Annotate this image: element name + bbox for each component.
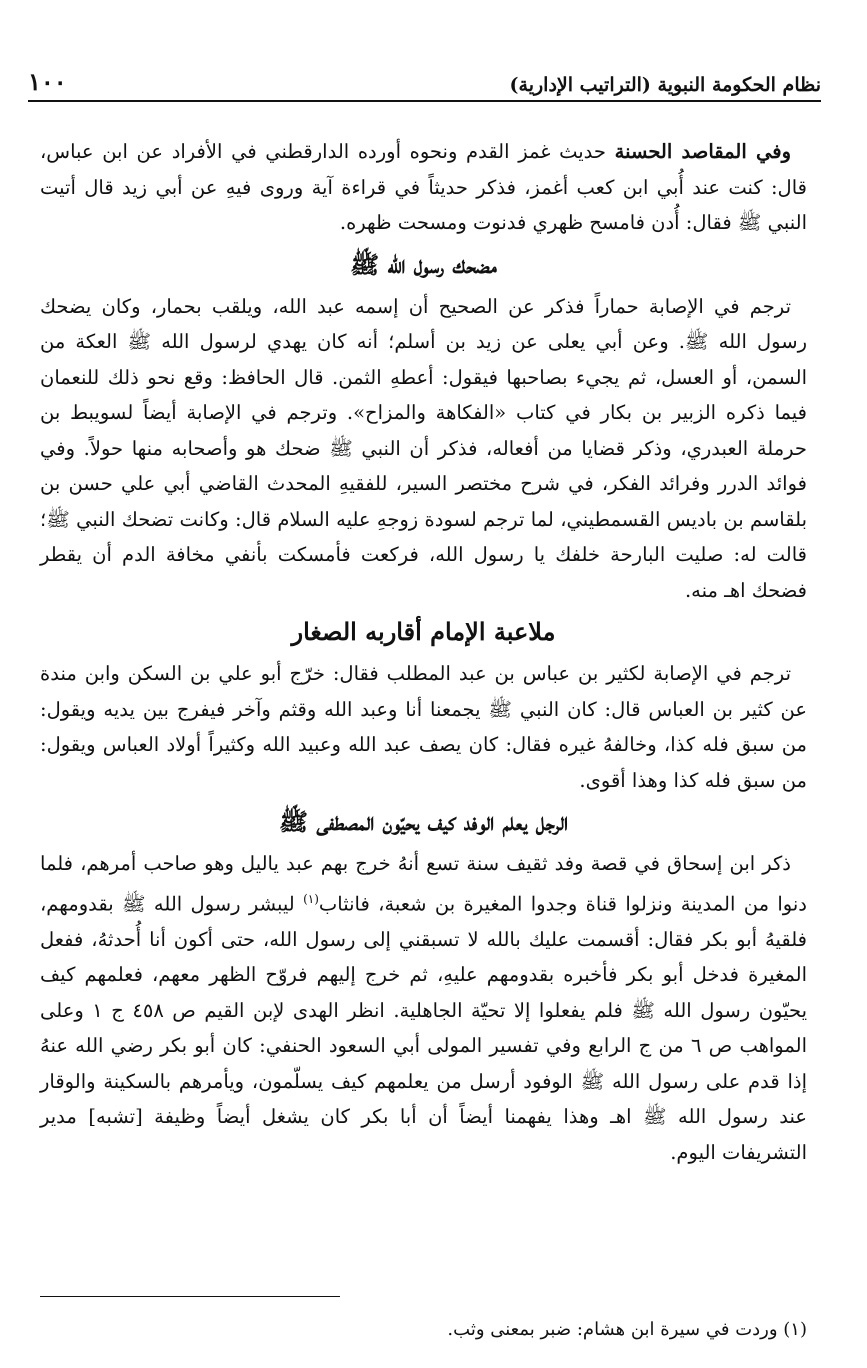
paragraph-1 (40, 134, 807, 241)
paragraph-2: ترجم في الإصابة حماراً فذكر عن الصحيح أن إسمه عبد الله، ويلقب بحمار، وكان يضحك رسول الله ﷺ. وعن أبي يعلى عن زيد بن أسلم؛ أنه كان يهدي لرسول الله ﷺ العكة من السمن، أو العسل، ثم يجيء بصاحبها فيقول: أعطهِ الثمن. قال الحافظ: وقع نحو ذلك للنعمان فيما ذكره الزبير بن بكار في كتاب «الفكاهة والمزاح». وترجم في الإصابة أيضاً لسويبط بن حرملة العبدري، وذكر قضايا من أفعاله، فذكر أن النبي ﷺ ضحك هو وأصحابه منها حولاً. وفي فوائد الدرر وفرائد الفكر، في شرح مختصر السير، للفقيهِ المحدث القاضي أبي علي حسن بن بلقاسم بن باديس القسمطيني، لما ترجم لسودة زوجهِ عليه السلام قال: وكانت تضحك النبي ﷺ؛ قالت له: صليت البارحة خلفك يا رسول الله، فركعت فأمسكت بأنفي مخافة الدم أن يقطر فضحك اهـ منه. (40, 294, 807, 602)
footnote: (١) وردت في سيرة ابن هشام: ضبر بمعنى وثب. (447, 1319, 807, 1340)
paragraph-4 (40, 846, 807, 1170)
paragraph-1-text: حديث غمز القدم ونحوه أورده الدارقطني في الأفراد عن ابن عباس، قال: كنت عند أُبي ابن كعب أغمز، فذكر حديثاً في قراءة آية وروى فيهِ عن أبي زيد قال أتيت النبي ﷺ فقال: أُدن فامسح ظهري فدنوت ومسحت ظهره. (40, 140, 807, 234)
section-heading-1: مضحك رسول الله ﷺ (350, 249, 497, 279)
paragraph-4-text-b: ليبشر رسول الله ﷺ بقدومهم، فلقيهُ أبو بكر فقال: أقسمت عليك بالله لا تسبقني إلى رسول الله، حتى أكون أنا أُحدثهُ، ففعل المغيرة فدخل أبو بكر فأخبره بقدومهم عليهِ، ثم خرج إليهم فروّح الظهر معهم، فعلمهم كيف يحيّون رسول الله ﷺ فلم يفعلوا إلا تحيّة الجاهلية. انظر الهدى لإبن القيم ص ٤٥٨ ج ١ وعلى المواهب ص ٦ من ج الرابع وفي تفسير المولى أبي السعود الحنفي: كان أبو بكر رضي الله عنهُ إذا قدم على رسول الله ﷺ الوفود أرسل من يعلمهم كيف يسلّمون، ويأمرهم بالسكينة والوقار عند رسول الله ﷺ اهـ وهذا يفهمنا أيضاً أن أبا بكر كان يشغل أيضاً وظيفة [تشبه] مدير التشريفات اليوم. (40, 892, 807, 1164)
page-body (40, 134, 807, 1170)
footnote-divider (40, 1296, 340, 1297)
footnote-marker: (١) (303, 891, 319, 906)
paragraph-3: ترجم في الإصابة لكثير بن عباس بن عبد المطلب فقال: خرّج أبو علي بن السكن وابن مندة عن كثير بن العباس قال: كان النبي ﷺ يجمعنا أنا وعبد الله وقثم وآخر فيفرج بين يديه ويقول: من سبق فله كذا، وخالفهُ غيره فقال: كان يصف عبد الله وعبيد الله وكثيراً أولاد العباس ويقول: من سبق فله كذا وهذا أقوى. (40, 662, 807, 792)
section-heading-3: الرجل يعلم الوفد كيف يحيّون المصطفى ﷺ (279, 807, 568, 836)
bold-source-title: وفي المقاصد الحسنة (614, 140, 792, 163)
section-heading-2: ملاعبة الإمام أقاربه الصغار (291, 617, 556, 646)
running-title: نظام الحكومة النبوية (التراتيب الإدارية) (509, 74, 821, 96)
paragraph-4-text-a: ذكر ابن إسحاق في قصة وفد ثقيف سنة تسع أنهُ خرج بهم عبد ياليل وهو صاحب أمرهم، فلما دنوا من المدينة ونزلوا قناة وجدوا المغيرة بن شعبة، فانثاب (40, 852, 807, 915)
page-header (28, 62, 821, 102)
page-number: ١٠٠ (28, 67, 67, 96)
